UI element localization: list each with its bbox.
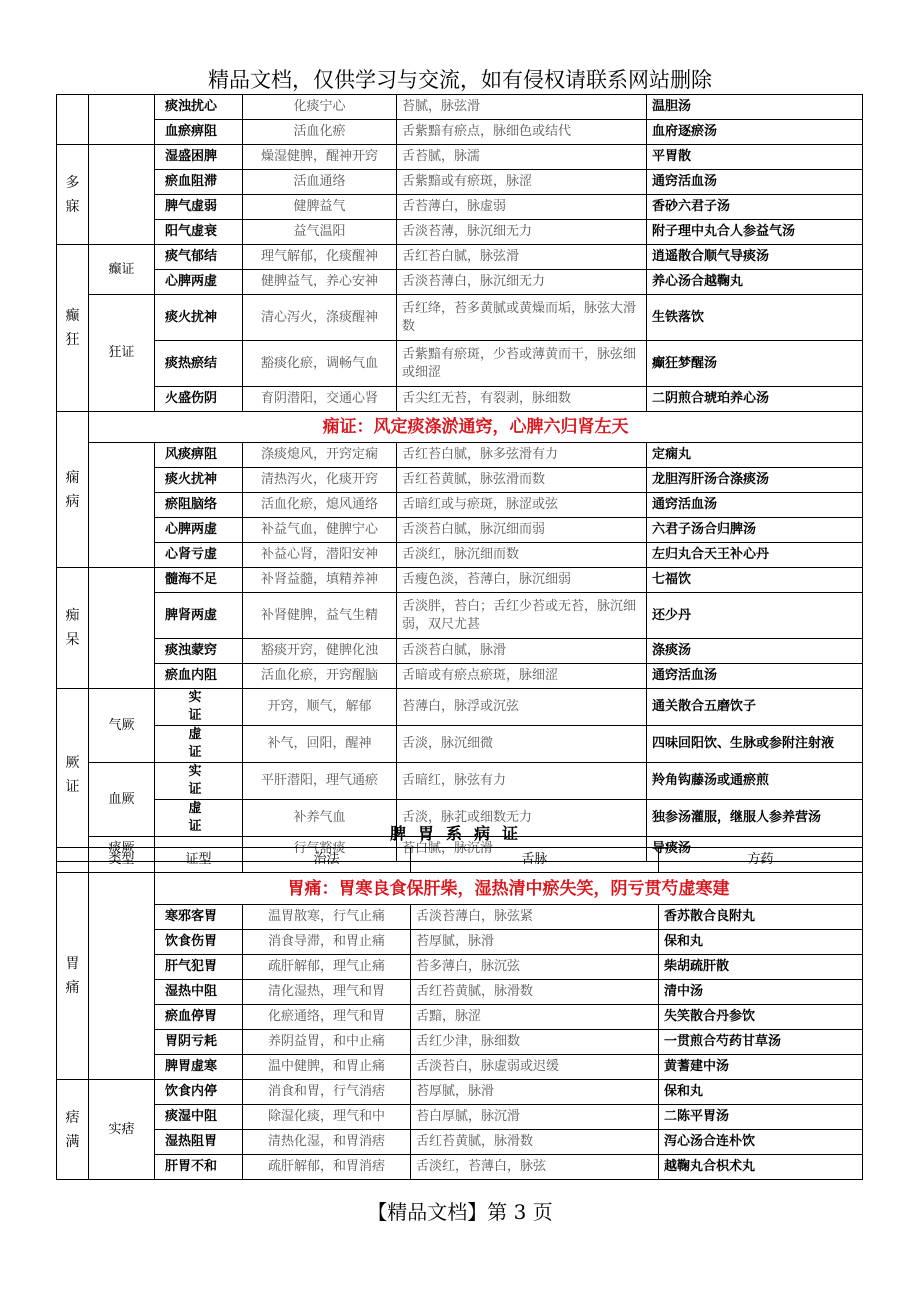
treatment-method: 除湿化痰，理气和中 xyxy=(243,1105,411,1130)
subtype-shipi: 实痞 xyxy=(89,1080,155,1180)
syndrome-type: 痰火扰神 xyxy=(155,295,243,341)
syndrome-type: 瘀血停胃 xyxy=(155,1005,243,1030)
formula: 龙胆泻肝汤合涤痰汤 xyxy=(647,468,863,493)
formula: 保和丸 xyxy=(659,930,863,955)
formula: 温胆汤 xyxy=(647,95,863,120)
table-row xyxy=(57,955,863,980)
treatment-method: 健脾益气，养心安神 xyxy=(243,270,397,295)
subtype-xuejue: 血厥 xyxy=(89,763,155,837)
syndrome-type: 心肾亏虚 xyxy=(155,543,243,568)
mnemonic-banner: 胃痛：胃寒良食保肝柴，湿热清中瘀失笑，阴亏贯芍虚寒建 xyxy=(155,873,863,905)
treatment-method: 温胃散寒，行气止痛 xyxy=(243,905,411,930)
table-row xyxy=(57,295,863,341)
page-footer: 【精品文档】第 3 页 xyxy=(367,1200,553,1224)
table-row xyxy=(57,245,863,270)
formula: 香砂六君子汤 xyxy=(647,195,863,220)
table-header-row xyxy=(57,848,863,873)
syndrome-type: 火盛伤阴 xyxy=(155,387,243,412)
tongue-pulse: 舌紫黯或有瘀斑，脉涩 xyxy=(397,170,647,195)
header-method: 治法 xyxy=(243,848,411,873)
tongue-pulse: 舌尖红无苔，有裂剥，脉细数 xyxy=(397,387,647,412)
table-row xyxy=(57,763,863,800)
treatment-method: 燥湿健脾，醒神开窍 xyxy=(243,145,397,170)
treatment-method: 豁痰开窍，健脾化浊 xyxy=(243,639,397,664)
tongue-pulse: 舌红苔黄腻，脉滑数 xyxy=(411,1130,659,1155)
tongue-pulse: 舌淡红，苔薄白，脉弦 xyxy=(411,1155,659,1180)
formula: 一贯煎合芍药甘草汤 xyxy=(659,1030,863,1055)
table-row xyxy=(57,270,863,295)
formula: 血府逐瘀汤 xyxy=(647,120,863,145)
formula: 二陈平胃汤 xyxy=(659,1105,863,1130)
table-row xyxy=(57,195,863,220)
disease-label: 痴 呆 xyxy=(65,608,80,648)
table-row xyxy=(57,120,863,145)
formula: 羚角钩藤汤或通瘀煎 xyxy=(647,763,863,800)
treatment-method: 养阴益胃，和中止痛 xyxy=(243,1030,411,1055)
disease-cell xyxy=(57,95,89,145)
tongue-pulse: 舌淡苔白，脉虚弱或迟缓 xyxy=(411,1055,659,1080)
tongue-pulse: 舌红绛，苔多黄腻或黄燥而垢，脉弦大滑数 xyxy=(397,295,647,341)
formula: 六君子汤合归脾汤 xyxy=(647,518,863,543)
disease-label: 胃 痛 xyxy=(65,956,80,996)
tongue-pulse: 苔腻，脉弦滑 xyxy=(397,95,647,120)
syndrome-type: 痰浊蒙窍 xyxy=(155,639,243,664)
formula: 左归丸合天王补心丹 xyxy=(647,543,863,568)
tongue-pulse: 舌淡，脉沉细微 xyxy=(397,726,647,763)
treatment-method: 育阴潜阳，交通心肾 xyxy=(243,387,397,412)
disease-duomei xyxy=(57,145,89,245)
table-row xyxy=(57,341,863,387)
formula: 香苏散合良附丸 xyxy=(659,905,863,930)
formula: 生铁落饮 xyxy=(647,295,863,341)
disease-chidai xyxy=(57,568,89,689)
formula: 通窍活血汤 xyxy=(647,664,863,689)
syndrome-type: 湿盛困脾 xyxy=(155,145,243,170)
mnemonic-banner: 痫证：风定痰涤淤通窍，心脾六归肾左天 xyxy=(89,412,863,443)
tongue-pulse: 舌淡胖，苔白；舌红少苔或无苔，脉沉细弱，双尺尤甚 xyxy=(397,593,647,639)
treatment-method: 活血通络 xyxy=(243,170,397,195)
tongue-pulse: 舌淡苔薄白，脉沉细无力 xyxy=(397,270,647,295)
tongue-pulse: 舌淡红，脉沉细而数 xyxy=(397,543,647,568)
subtype-cell xyxy=(89,873,155,1080)
disease-label: 痞 满 xyxy=(65,1109,80,1150)
treatment-method: 健脾益气 xyxy=(243,195,397,220)
tongue-pulse: 舌红苔黄腻，脉弦滑而数 xyxy=(397,468,647,493)
table-row xyxy=(57,95,863,120)
disease-diankuang xyxy=(57,245,89,412)
tongue-pulse: 舌淡苔薄，脉沉细无力 xyxy=(397,220,647,245)
syndrome-type: 痰气郁结 xyxy=(155,245,243,270)
formula: 通关散合五磨饮子 xyxy=(647,689,863,726)
treatment-method: 补养气血 xyxy=(243,800,397,837)
treatment-method: 清热化湿，和胃消痞 xyxy=(243,1130,411,1155)
treatment-method: 清热泻火，化痰开窍 xyxy=(243,468,397,493)
syndrome-type: 脾胃虚寒 xyxy=(155,1055,243,1080)
syndrome-type: 实证 xyxy=(155,689,243,726)
formula: 独参汤灌服，继服人参养营汤 xyxy=(647,800,863,837)
table-row xyxy=(57,493,863,518)
formula: 养心汤合越鞠丸 xyxy=(647,270,863,295)
table-row xyxy=(57,387,863,412)
treatment-method: 活血化瘀 xyxy=(243,120,397,145)
table-row xyxy=(57,639,863,664)
table-row xyxy=(57,930,863,955)
treatment-method: 补益气血，健脾宁心 xyxy=(243,518,397,543)
table-row xyxy=(57,145,863,170)
tongue-pulse: 舌黯，脉涩 xyxy=(411,1005,659,1030)
tongue-pulse: 舌红苔白腻，脉多弦滑有力 xyxy=(397,443,647,468)
syndrome-type: 肝气犯胃 xyxy=(155,955,243,980)
tongue-pulse: 舌淡，脉芤或细数无力 xyxy=(397,800,647,837)
table-row xyxy=(57,1005,863,1030)
table-row xyxy=(57,689,863,726)
syndrome-type: 瘀阻脑络 xyxy=(155,493,243,518)
subtype-cell xyxy=(89,443,155,568)
subtype-cell xyxy=(89,568,155,689)
table-row xyxy=(57,220,863,245)
table-row xyxy=(57,468,863,493)
tongue-pulse: 舌紫黯有瘀点，脉细色或结代 xyxy=(397,120,647,145)
formula: 癫狂梦醒汤 xyxy=(647,341,863,387)
formula: 还少丹 xyxy=(647,593,863,639)
treatment-method: 益气温阳 xyxy=(243,220,397,245)
treatment-method: 活血化瘀，熄风通络 xyxy=(243,493,397,518)
tongue-pulse: 苔厚腻，脉滑 xyxy=(411,930,659,955)
syndrome-type: 虚证 xyxy=(155,800,243,837)
treatment-method: 消食和胃，行气消痞 xyxy=(243,1080,411,1105)
treatment-method: 温中健脾，和胃止痛 xyxy=(243,1055,411,1080)
syndrome-type: 胃阴亏耗 xyxy=(155,1030,243,1055)
disease-label: 厥 证 xyxy=(65,755,80,795)
disease-weitong xyxy=(57,873,89,1080)
tongue-pulse: 舌暗或有瘀点瘀斑，脉细涩 xyxy=(397,664,647,689)
tongue-pulse: 苔多薄白，脉沉弦 xyxy=(411,955,659,980)
tongue-pulse: 舌淡苔白腻，脉滑 xyxy=(397,639,647,664)
header-tongue: 舌脉 xyxy=(411,848,659,873)
syndrome-type: 脾肾两虚 xyxy=(155,593,243,639)
treatment-method: 化痰宁心 xyxy=(243,95,397,120)
tongue-pulse: 苔薄白，脉浮或沉弦 xyxy=(397,689,647,726)
table-row xyxy=(57,873,863,905)
syndrome-type: 风痰痹阻 xyxy=(155,443,243,468)
treatment-method: 清化湿热，理气和胃 xyxy=(243,980,411,1005)
formula: 二阴煎合琥珀养心汤 xyxy=(647,387,863,412)
table-row xyxy=(57,543,863,568)
treatment-method: 活血化瘀，开窍醒脑 xyxy=(243,664,397,689)
tongue-pulse: 苔厚腻，脉滑 xyxy=(411,1080,659,1105)
tongue-pulse: 舌苔薄白，脉虚弱 xyxy=(397,195,647,220)
disease-label: 痫 病 xyxy=(65,469,80,510)
tongue-pulse: 舌淡苔白腻，脉沉细而弱 xyxy=(397,518,647,543)
tongue-pulse: 舌瘦色淡，苔薄白，脉沉细弱 xyxy=(397,568,647,593)
subtype-tanjue: 痰厥 xyxy=(89,837,155,862)
treatment-method: 补益心肾，潜阳安神 xyxy=(243,543,397,568)
syndrome-type: 心脾两虚 xyxy=(155,518,243,543)
table-row xyxy=(57,593,863,639)
table-row xyxy=(57,1030,863,1055)
formula: 七福饮 xyxy=(647,568,863,593)
header-type: 类型 xyxy=(89,848,155,873)
subtype-cell xyxy=(89,145,155,245)
syndrome-type: 心脾两虚 xyxy=(155,270,243,295)
syndrome-type: 痰火扰神 xyxy=(155,468,243,493)
tongue-pulse: 舌红苔白腻，脉弦滑 xyxy=(397,245,647,270)
syndrome-type: 痰湿中阻 xyxy=(155,1105,243,1130)
syndrome-type: 髓海不足 xyxy=(155,568,243,593)
disease-label: 癫 狂 xyxy=(65,308,80,348)
formula: 泻心汤合连朴饮 xyxy=(659,1130,863,1155)
formula: 平胃散 xyxy=(647,145,863,170)
formula: 柴胡疏肝散 xyxy=(659,955,863,980)
syndrome-type: 血瘀痹阻 xyxy=(155,120,243,145)
tongue-pulse: 舌淡苔薄白，脉弦紧 xyxy=(411,905,659,930)
syndrome-type: 湿热阻胃 xyxy=(155,1130,243,1155)
formula: 清中汤 xyxy=(659,980,863,1005)
page-header: 精品文档，仅供学习与交流，如有侵权请联系网站删除 xyxy=(208,68,712,92)
formula: 失笑散合丹参饮 xyxy=(659,1005,863,1030)
formula: 通窍活血汤 xyxy=(647,493,863,518)
table-row xyxy=(57,726,863,763)
table-row xyxy=(57,1080,863,1105)
table-row xyxy=(57,568,863,593)
syndrome-type: 湿热中阻 xyxy=(155,980,243,1005)
table-row xyxy=(57,443,863,468)
treatment-method: 疏肝解郁，理气止痛 xyxy=(243,955,411,980)
treatment-method: 开窍，顺气，解郁 xyxy=(243,689,397,726)
syndrome-type: 虚证 xyxy=(155,726,243,763)
table-row xyxy=(57,1155,863,1180)
tongue-pulse: 舌苔腻，脉濡 xyxy=(397,145,647,170)
treatment-method: 豁痰化瘀，调畅气血 xyxy=(243,341,397,387)
formula: 导痰汤 xyxy=(647,837,863,862)
syndrome-type: 饮食内停 xyxy=(155,1080,243,1105)
disease-xianbing xyxy=(57,412,89,568)
treatment-method: 涤痰熄风，开窍定痫 xyxy=(243,443,397,468)
syndrome-type: 阳气虚衰 xyxy=(155,220,243,245)
tongue-pulse: 苔白厚腻，脉沉滑 xyxy=(411,1105,659,1130)
syndrome-table-1 xyxy=(56,94,863,862)
treatment-method: 行气豁痰 xyxy=(243,837,397,862)
treatment-method: 补肾益髓，填精养神 xyxy=(243,568,397,593)
subtype-qijue: 气厥 xyxy=(89,689,155,763)
formula: 越鞠丸合枳术丸 xyxy=(659,1155,863,1180)
formula: 通窍活血汤 xyxy=(647,170,863,195)
tongue-pulse: 舌暗红，脉弦有力 xyxy=(397,763,647,800)
header-formula: 方药 xyxy=(659,848,863,873)
syndrome-type: 痰浊扰心 xyxy=(155,95,243,120)
table-row xyxy=(57,1105,863,1130)
treatment-method: 平肝潜阳，理气通瘀 xyxy=(243,763,397,800)
disease-piman xyxy=(57,1080,89,1180)
header-cell xyxy=(57,848,89,873)
formula: 附子理中丸合人参益气汤 xyxy=(647,220,863,245)
treatment-method: 补气，回阳，醒神 xyxy=(243,726,397,763)
formula: 涤痰汤 xyxy=(647,639,863,664)
section-title: 脾胃系病证 xyxy=(389,824,530,843)
formula: 逍遥散合顺气导痰汤 xyxy=(647,245,863,270)
syndrome-type: 实证 xyxy=(155,763,243,800)
syndrome-type: 寒邪客胃 xyxy=(155,905,243,930)
table-row xyxy=(57,1055,863,1080)
tongue-pulse: 舌暗红或与瘀斑，脉涩或弦 xyxy=(397,493,647,518)
syndrome-type: 饮食伤胃 xyxy=(155,930,243,955)
table-row xyxy=(57,664,863,689)
disease-label: 多 寐 xyxy=(65,174,80,215)
table-row xyxy=(57,905,863,930)
formula: 四味回阳饮、生脉或参附注射液 xyxy=(647,726,863,763)
table-row xyxy=(57,412,863,443)
treatment-method: 化瘀通络，理气和胃 xyxy=(243,1005,411,1030)
syndrome-type: 瘀血阻滞 xyxy=(155,170,243,195)
subtype-kuang: 狂证 xyxy=(89,295,155,412)
subtype-dian: 癫证 xyxy=(89,245,155,295)
table-row xyxy=(57,1130,863,1155)
table-row xyxy=(57,518,863,543)
syndrome-table-2 xyxy=(56,847,863,1180)
table-row xyxy=(57,980,863,1005)
treatment-method: 补肾健脾，益气生精 xyxy=(243,593,397,639)
treatment-method: 消食导滞，和胃止痛 xyxy=(243,930,411,955)
treatment-method: 清心泻火，涤痰醒神 xyxy=(243,295,397,341)
formula: 定痫丸 xyxy=(647,443,863,468)
tongue-pulse: 苔白腻，脉沉滑 xyxy=(397,837,647,862)
syndrome-type: 瘀血内阻 xyxy=(155,664,243,689)
treatment-method: 理气解郁，化痰醒神 xyxy=(243,245,397,270)
treatment-method: 疏肝解郁，和胃消痞 xyxy=(243,1155,411,1180)
header-syndrome: 证型 xyxy=(155,848,243,873)
tongue-pulse: 舌紫黯有瘀斑，少苔或薄黄而干，脉弦细或细涩 xyxy=(397,341,647,387)
syndrome-type: 脾气虚弱 xyxy=(155,195,243,220)
syndrome-type: 肝胃不和 xyxy=(155,1155,243,1180)
tongue-pulse: 舌红少津，脉细数 xyxy=(411,1030,659,1055)
formula: 黄蓍建中汤 xyxy=(659,1055,863,1080)
tongue-pulse: 舌红苔黄腻，脉滑数 xyxy=(411,980,659,1005)
subtype-cell xyxy=(89,95,155,145)
table-row xyxy=(57,170,863,195)
formula: 保和丸 xyxy=(659,1080,863,1105)
syndrome-type: 痰热瘀结 xyxy=(155,341,243,387)
